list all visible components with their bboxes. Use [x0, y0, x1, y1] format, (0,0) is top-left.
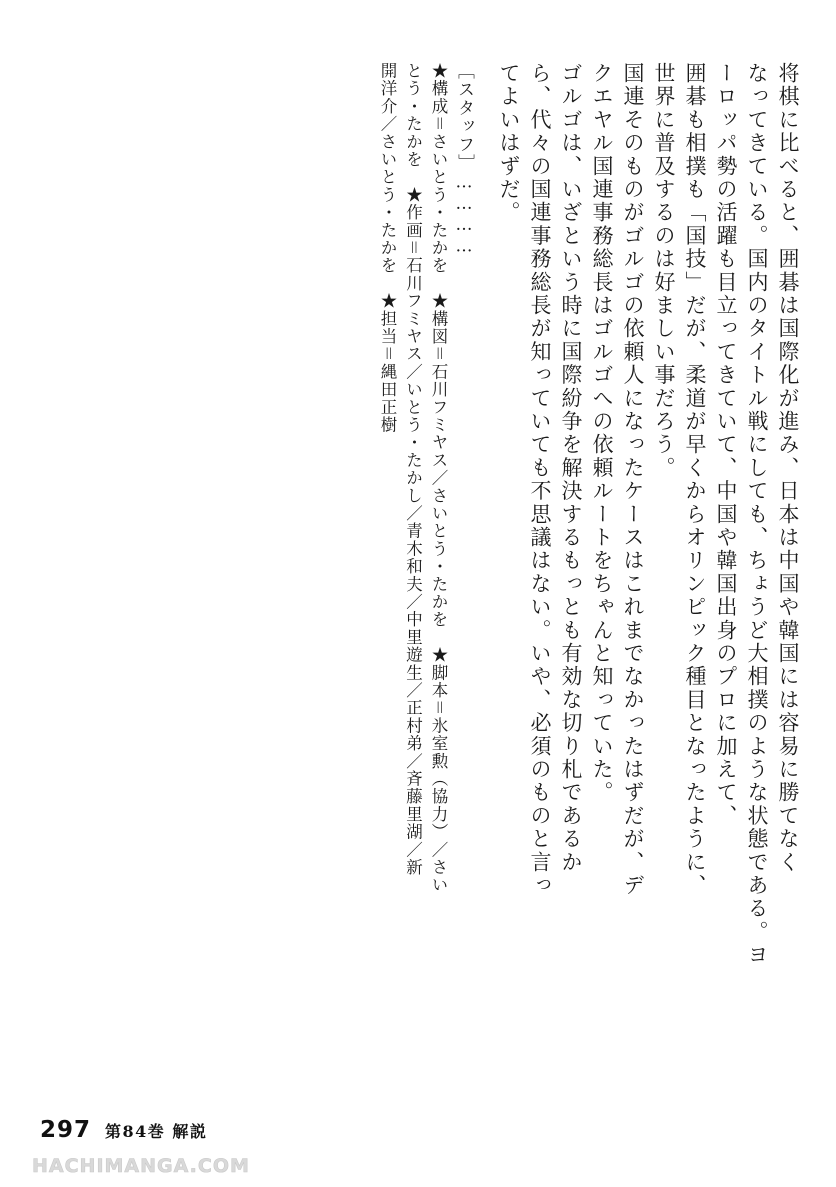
essay-column: 世界に普及するのは好ましい事だろう。	[652, 62, 676, 480]
staff-column: ★構成＝さいとう・たかを ★構図＝石川フミヤス／さいとう・たかを ★脚本＝氷室勲（協力）／さい	[429, 62, 448, 894]
column-stack	[40, 62, 798, 1095]
running-head: 第84巻 解説	[105, 1122, 208, 1141]
essay-column: てよいはずだ。	[497, 62, 521, 225]
staff-column: 開洋介／さいとう・たかを ★担当＝縄田正樹	[378, 62, 397, 434]
essay-column: 囲碁も相撲も「国技」だが、柔道が早くからオリンピック種目となったように、	[683, 62, 707, 898]
essay-column: 国連そのものがゴルゴの依頼人になったケースはこれまでなかったはずだが、デ	[621, 62, 645, 898]
page-footer	[40, 1117, 207, 1143]
column-gap	[472, 62, 488, 1062]
site-watermark: HACHIMANGA.COM	[32, 1155, 250, 1177]
essay-column: ゴルゴは、いざという時に国際紛争を解決するもっとも有効な切り札であるか	[559, 62, 583, 874]
vertical-text-body	[40, 62, 798, 1095]
page-number: 297	[40, 1117, 92, 1143]
staff-heading: ［スタッフ］…………	[454, 62, 474, 258]
staff-column: とう・たかを ★作画＝石川フミヤス／いとう・たかし／青木和夫／中里遊生／正村弟／斉藤里湖／新	[403, 62, 423, 877]
essay-column: ら、代々の国連事務総長が知っていても不思議はない。いや、必須のものと言っ	[528, 62, 552, 898]
essay-column: ーロッパ勢の活躍も目立ってきていて、中国や韓国出身のプロに加えて、	[714, 62, 738, 828]
essay-column: なってきている。国内のタイトル戦にしても、ちょうど大相撲のような状態である。ヨ	[745, 62, 769, 967]
essay-column: クエヤル国連事務総長はゴルゴへの依頼ルートをちゃんと知っていた。	[590, 62, 614, 805]
essay-column: 将棋に比べると、囲碁は国際化が進み、日本は中国や韓国には容易に勝てなく	[776, 62, 800, 874]
